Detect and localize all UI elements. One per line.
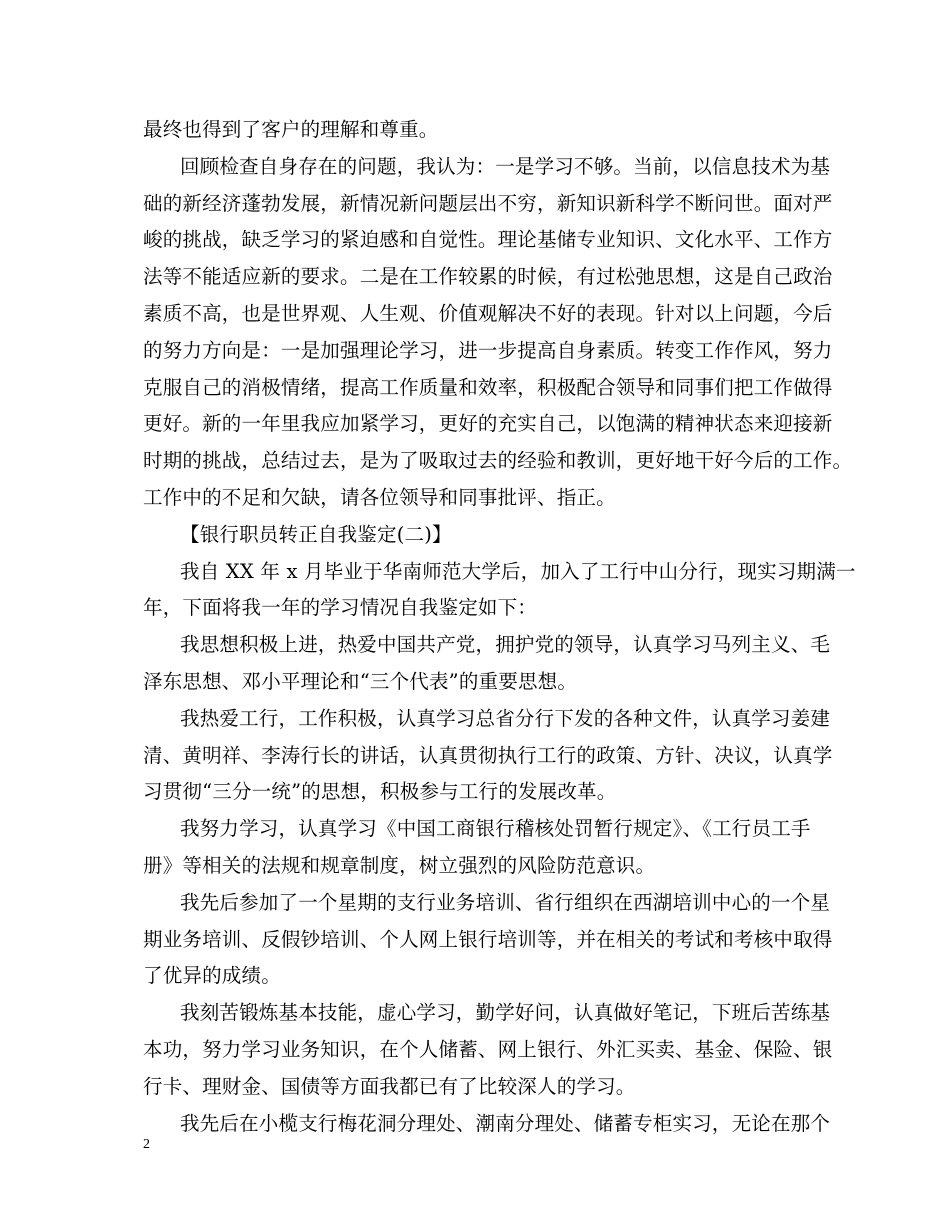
text-line: 我努力学习，认真学习《中国工商银行稽核处罚暂行规定》、《工行员工手 xyxy=(180,817,811,841)
text-line: 最终也得到了客户的理解和尊重。 xyxy=(143,118,439,141)
text-line: 础的新经济蓬勃发展，新情况新问题层出不穷，新知识新科学不断问世。面对严 xyxy=(143,191,833,215)
text-line: 习贯彻“三分一统”的思想，积极参与工行的发展改革。 xyxy=(143,780,617,804)
text-line: 我思想积极上进，热爱中国共产党，拥护党的领导，认真学习马列主义、毛 xyxy=(180,633,831,657)
page-number: 2 xyxy=(143,1137,150,1152)
text-line: 本功，努力学习业务知识，在个人储蓄、网上银行、外汇买卖、基金、保险、银 xyxy=(143,1037,833,1061)
text-line: 我热爱工行，工作积极，认真学习总省分行下发的各种文件，认真学习姜建 xyxy=(180,706,831,730)
text-line: 我刻苦锻炼基本技能，虚心学习，勤学好问，认真做好笔记，下班后苦练基 xyxy=(180,1001,831,1025)
text-line: 【银行职员转正自我鉴定(二)】 xyxy=(180,522,452,546)
text-line: 清、黄明祥、李涛行长的讲话，认真贯彻执行工行的政策、方针、决议，认真学 xyxy=(143,743,833,767)
text-line: 素质不高，也是世界观、人生观、价值观解决不好的表现。针对以上问题，今后 xyxy=(143,301,833,325)
text-line: 我自 XX 年 x 月毕业于华南师范大学后，加入了工行中山分行，现实习期满一 xyxy=(180,559,856,583)
text-line: 我先后在小榄支行梅花洞分理处、潮南分理处、储蓄专柜实习，无论在那个 xyxy=(180,1111,831,1135)
text-line: 了优异的成绩。 xyxy=(143,964,281,988)
text-line: 年，下面将我一年的学习情况自我鉴定如下： xyxy=(143,596,538,620)
text-line: 的努力方向是：一是加强理论学习，进一步提高自身素质。转变工作作风，努力 xyxy=(143,338,833,362)
text-line: 时期的挑战，总结过去，是为了吸取过去的经验和教训，更好地干好今后的工作。 xyxy=(143,449,853,473)
text-line: 期业务培训、反假钞培训、个人网上银行培训等，并在相关的考试和考核中取得 xyxy=(143,927,833,951)
document-body xyxy=(143,112,856,1142)
text-line: 更好。新的一年里我应加紧学习，更好的充实自己，以饱满的精神状态来迎接新 xyxy=(143,412,833,436)
text-line: 我先后参加了一个星期的支行业务培训、省行组织在西湖培训中心的一个星 xyxy=(180,890,831,914)
text-line: 册》等相关的法规和规章制度，树立强烈的风险防范意识。 xyxy=(143,853,656,877)
text-line: 泽东思想、邓小平理论和“三个代表”的重要思想。 xyxy=(143,669,578,693)
text-line: 法等不能适应新的要求。二是在工作较累的时候，有过松弛思想，这是自己政治 xyxy=(143,265,833,289)
text-line: 行卡、理财金、国债等方面我都已有了比较深人的学习。 xyxy=(143,1074,636,1098)
text-line: 工作中的不足和欠缺，请各位领导和同事批评、指正。 xyxy=(143,485,616,509)
text-line: 峻的挑战，缺乏学习的紧迫感和自觉性。理论基储专业知识、文化水平、工作方 xyxy=(143,228,833,252)
text-line: 回顾检查自身存在的问题，我认为：一是学习不够。当前，以信息技术为基 xyxy=(180,154,831,178)
text-line: 克服自己的消极情绪，提高工作质量和效率，积极配合领导和同事们把工作做得 xyxy=(143,375,833,399)
